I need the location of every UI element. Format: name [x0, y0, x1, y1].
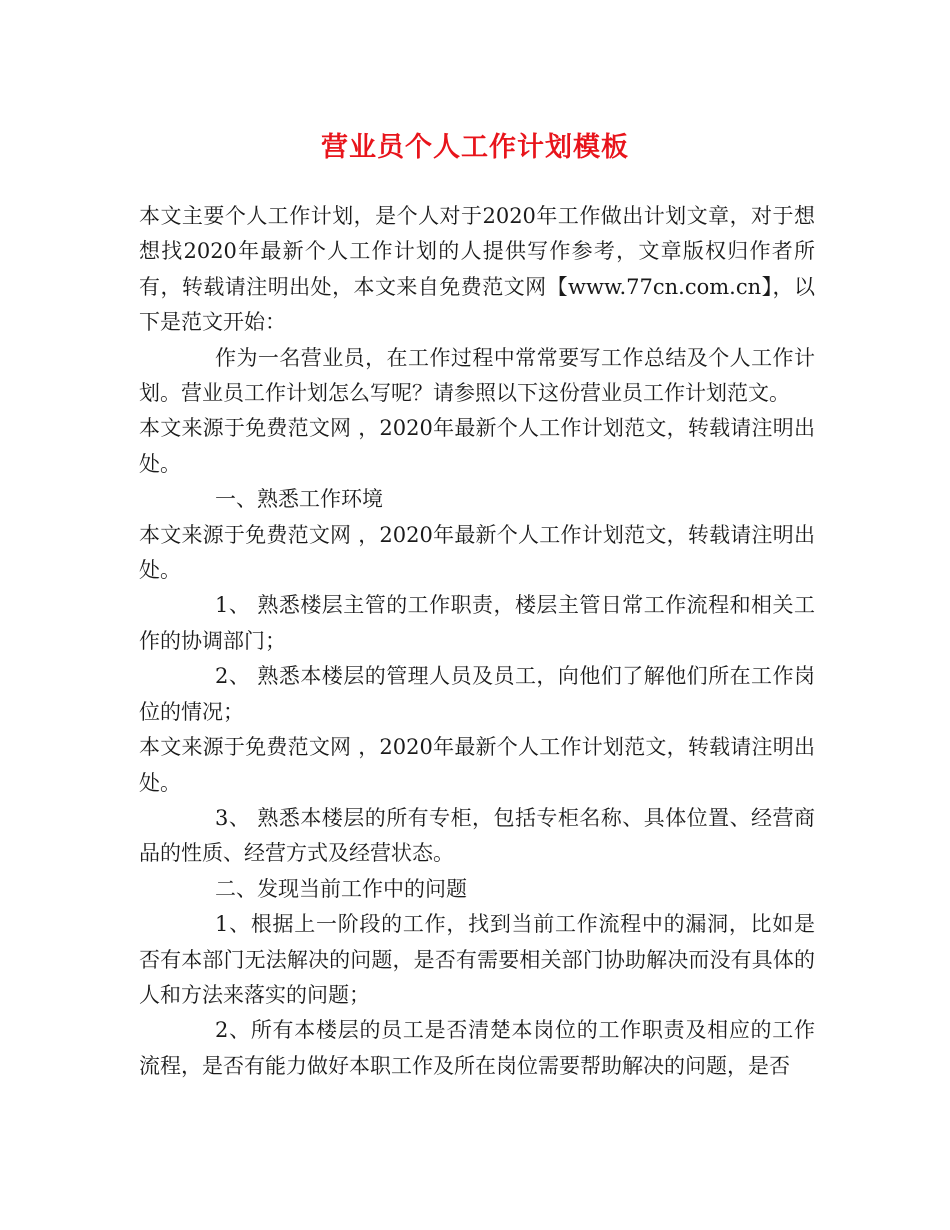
document-title: 营业员个人工作计划模板 — [321, 132, 629, 163]
paragraph: 作为一名营业员，在工作过程中常常要写工作总结及个人工作计划。营业员工作计划怎么写呢？请参照以下这份营业员工作计划范文。 — [139, 345, 815, 406]
paragraph: 1、 熟悉楼层主管的工作职责，楼层主管日常工作流程和相关工作的协调部门； — [139, 593, 815, 653]
document-body — [139, 199, 815, 1084]
paragraph: 3、 熟悉本楼层的所有专柜，包括专柜名称、具体位置、经营商品的性质、经营方式及经营状态。 — [139, 805, 815, 866]
paragraph: 本文主要个人工作计划，是个人对于2020年工作做出计划文章，对于想想找2020年最新个人工作计划的人提供写作参考，文章版权归作者所有，转载请注明出处，本文来自免费范文网【www.77cn.com.cn】，以下是范文开始： — [139, 204, 815, 335]
paragraph: 本文来源于免费范文网 ，2020年最新个人工作计划范文，转载请注明出处。 — [139, 416, 815, 476]
paragraph: 本文来源于免费范文网 ，2020年最新个人工作计划范文，转载请注明出处。 — [139, 735, 815, 795]
paragraph: 2、所有本楼层的员工是否清楚本岗位的工作职责及相应的工作流程，是否有能力做好本职工作及所在岗位需要帮助解决的问题，是否 — [139, 1018, 815, 1078]
paragraph: 二、发现当前工作中的问题 — [215, 876, 467, 901]
paragraph: 1、根据上一阶段的工作，找到当前工作流程中的漏洞，比如是否有本部门无法解决的问题，是否有需要相关部门协助解决而没有具体的人和方法来落实的问题； — [139, 912, 815, 1007]
paragraph: 一、熟悉工作环境 — [215, 487, 383, 512]
paragraph: 本文来源于免费范文网 ，2020年最新个人工作计划范文，转载请注明出处。 — [139, 522, 815, 583]
paragraph: 2、 熟悉本楼层的管理人员及员工，向他们了解他们所在工作岗位的情况； — [139, 664, 815, 724]
